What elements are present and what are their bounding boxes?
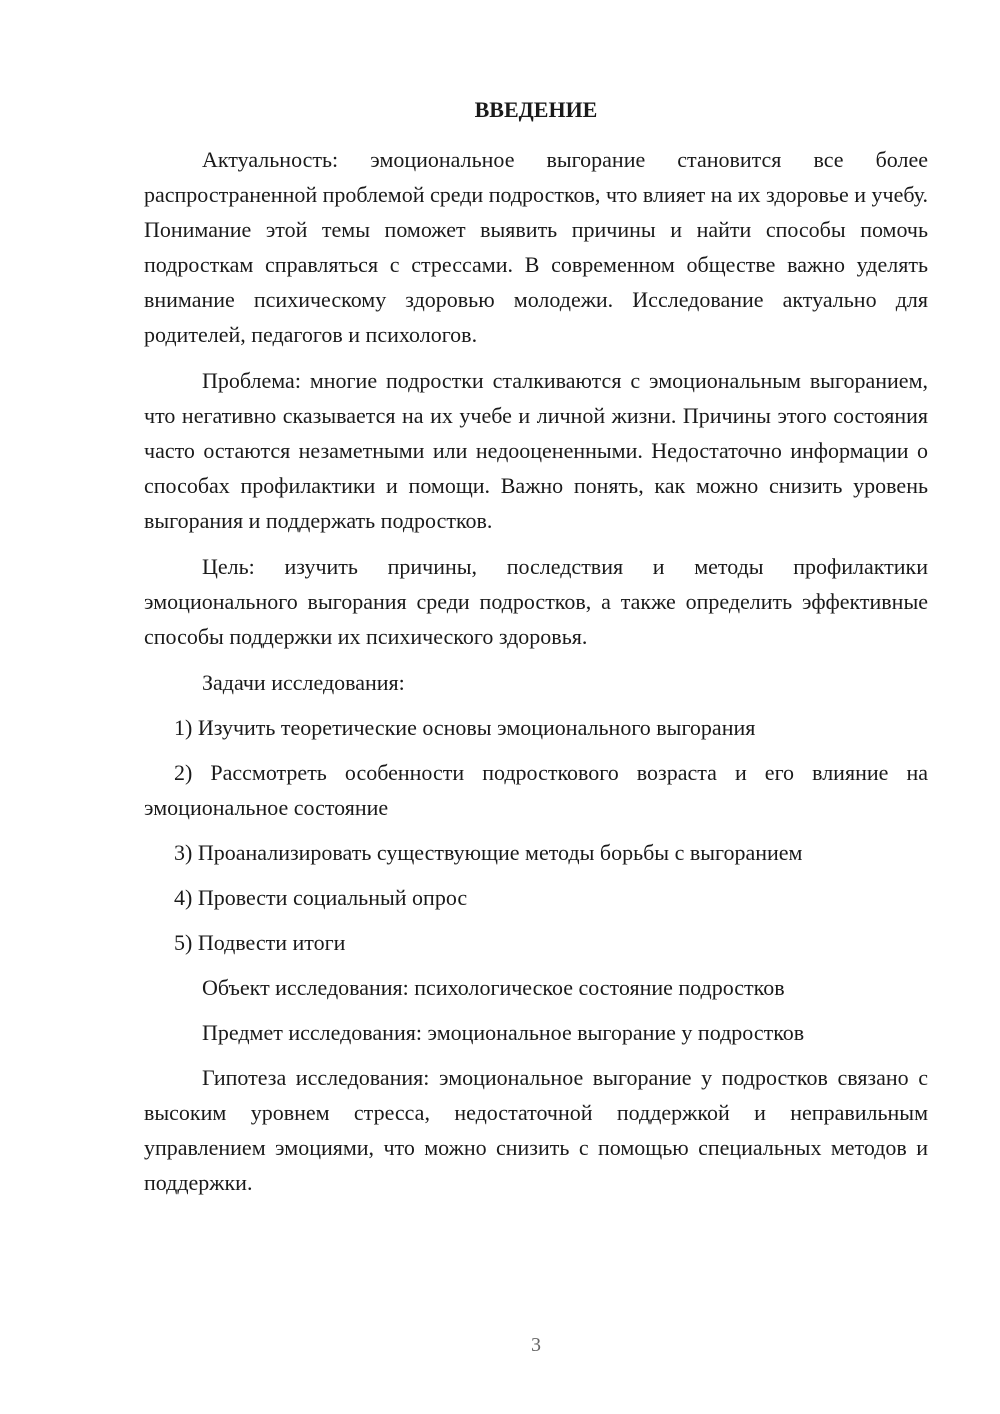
task-item-5: 5) Подвести итоги bbox=[174, 930, 346, 955]
task-item-4: 4) Провести социальный опрос bbox=[174, 885, 468, 910]
task-item-3: 3) Проанализировать существующие методы борьбы с выгоранием bbox=[174, 840, 803, 865]
relevance-paragraph: Актуальность: эмоциональное выгорание становится все более распространенной проблемой среди подростков, что влияет на их здоровье и учебу. Понимание этой темы поможет выявить причины и найти способы помочь подросткам справляться с стрессами. В современном обществе важно уделять внимание психическому здоровью молодежи. Исследование актуально для родителей, педагогов и психологов. bbox=[144, 147, 928, 347]
goal-paragraph: Цель: изучить причины, последствия и методы профилактики эмоционального выгорания среди подростков, а также определить эффективные способы поддержки их психического здоровья. bbox=[144, 554, 928, 649]
task-item-1: 1) Изучить теоретические основы эмоционального выгорания bbox=[174, 715, 756, 740]
document-page bbox=[144, 92, 928, 1211]
section-heading: ВВЕДЕНИЕ bbox=[474, 97, 598, 122]
research-subject: Предмет исследования: эмоциональное выгорание у подростков bbox=[202, 1020, 805, 1045]
research-object: Объект исследования: психологическое состояние подростков bbox=[202, 975, 785, 1000]
task-item-2: 2) Рассмотреть особенности подросткового возраста и его влияние на эмоциональное состояние bbox=[144, 760, 928, 820]
problem-paragraph: Проблема: многие подростки сталкиваются с эмоциональным выгоранием, что негативно сказывается на их учебе и личной жизни. Причины этого состояния часто остаются незаметными или недооцененными. Недостаточно информации о способах профилактики и помощи. Важно понять, как можно снизить уровень выгорания и поддержать подростков. bbox=[144, 368, 928, 533]
tasks-title: Задачи исследования: bbox=[202, 670, 405, 695]
hypothesis-paragraph: Гипотеза исследования: эмоциональное выгорание у подростков связано с высоким уровнем стресса, недостаточной поддержкой и неправильным управлением эмоциями, что можно снизить с помощью специальных методов и поддержки. bbox=[144, 1065, 928, 1195]
page-number: 3 bbox=[531, 1334, 541, 1356]
